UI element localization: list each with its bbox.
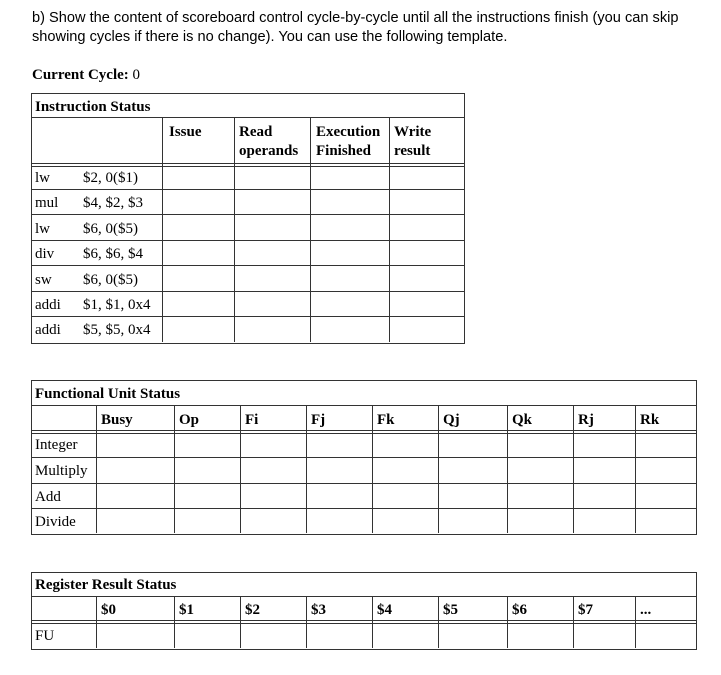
current-cycle-label: Current Cycle: — [32, 67, 129, 83]
fu-header-fi: Fi — [245, 412, 259, 428]
reg-header: $4 — [377, 602, 392, 618]
instr-op: div — [35, 246, 55, 262]
header-write-2: result — [394, 143, 431, 159]
instr-args: $6, 0($5) — [83, 221, 138, 237]
instr-op: lw — [35, 221, 50, 237]
instr-args: $6, 0($5) — [83, 272, 138, 288]
reg-row-label-fu: FU — [35, 628, 55, 644]
header-read-2: operands — [239, 143, 299, 159]
header-issue: Issue — [169, 124, 202, 140]
fu-status-title: Functional Unit Status — [35, 386, 181, 402]
fu-header-rk: Rk — [640, 412, 660, 428]
instruction-status-title: Instruction Status — [35, 99, 151, 115]
current-cycle — [32, 67, 140, 84]
reg-header: $5 — [443, 602, 458, 618]
instr-op: lw — [35, 170, 50, 186]
instr-op: mul — [35, 195, 59, 211]
instr-args: $4, $2, $3 — [83, 195, 143, 211]
reg-header: $6 — [512, 602, 527, 618]
fu-header-fj: Fj — [311, 412, 326, 428]
reg-header: $2 — [245, 602, 260, 618]
fu-unit-integer: Integer — [35, 437, 78, 453]
reg-header: $0 — [101, 602, 116, 618]
reg-header: $3 — [311, 602, 326, 618]
instr-args: $1, $1, 0x4 — [83, 297, 151, 313]
fu-unit-multiply: Multiply — [35, 463, 88, 479]
fu-unit-add: Add — [35, 489, 61, 505]
reg-header: ... — [640, 602, 652, 618]
question-text: b) Show the content of scoreboard control cycle-by-cycle until all the instructions finish (you can skip showing cycles if there is no change). You can use the following template. — [32, 10, 679, 45]
header-write: Write — [394, 124, 432, 140]
instr-args: $6, $6, $4 — [83, 246, 143, 262]
instr-op: addi — [35, 297, 61, 313]
header-exec: Execution — [316, 124, 381, 140]
fu-header-fk: Fk — [377, 412, 395, 428]
fu-header-op: Op — [179, 412, 200, 428]
fu-header-rj: Rj — [578, 412, 594, 428]
current-cycle-value: 0 — [132, 67, 141, 83]
fu-header-busy: Busy — [101, 412, 133, 428]
instr-args: $5, $5, 0x4 — [83, 322, 151, 338]
fu-header-qj: Qj — [443, 412, 460, 428]
instr-op: addi — [35, 322, 61, 338]
instr-op: sw — [35, 272, 52, 288]
fu-header-qk: Qk — [512, 412, 533, 428]
register-status-title: Register Result Status — [35, 577, 177, 593]
header-read: Read — [239, 124, 273, 140]
instr-args: $2, 0($1) — [83, 170, 138, 186]
fu-unit-divide: Divide — [35, 514, 76, 530]
header-exec-2: Finished — [316, 143, 372, 159]
reg-header: $1 — [179, 602, 194, 618]
reg-header: $7 — [578, 602, 593, 618]
